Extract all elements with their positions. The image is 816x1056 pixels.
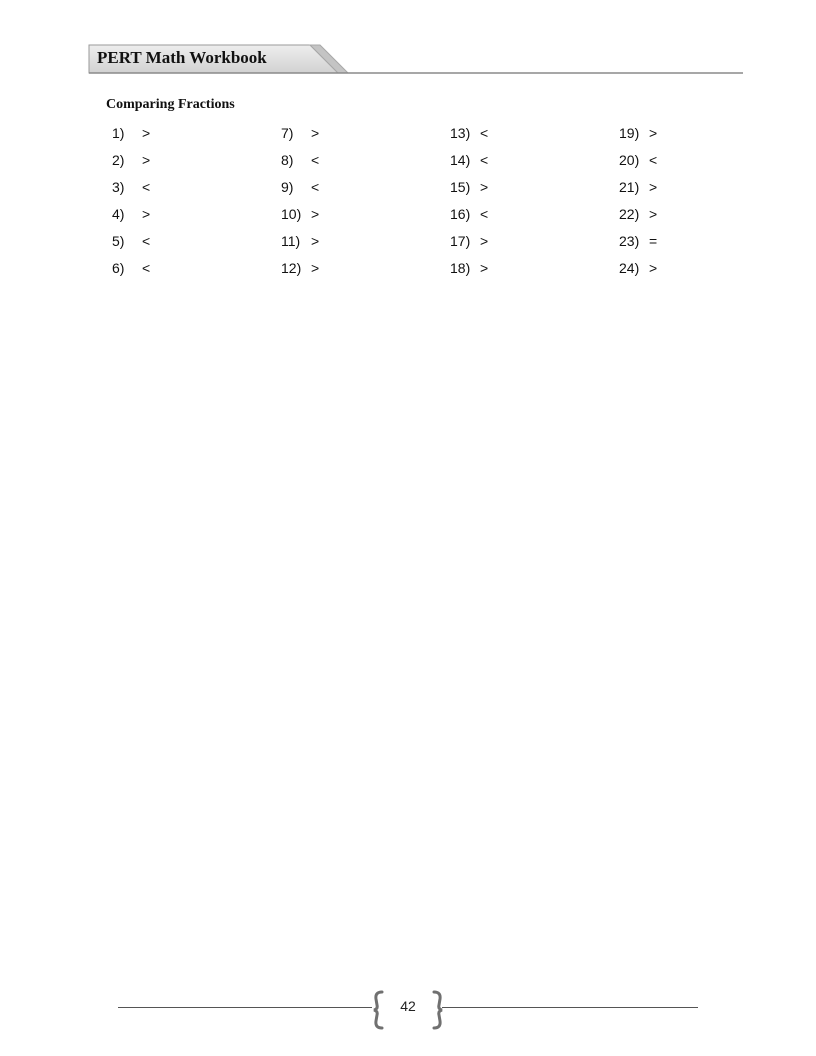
answer-item (619, 231, 669, 251)
answer-symbol: < (480, 125, 489, 141)
answer-number: 15) (450, 179, 471, 195)
answer-number: 2) (112, 152, 125, 168)
answer-number: 5) (112, 233, 125, 249)
answer-item (281, 258, 331, 278)
answer-item (450, 177, 500, 197)
answer-symbol: < (142, 233, 151, 249)
answer-symbol: > (311, 260, 320, 276)
answer-number: 11) (281, 233, 301, 249)
answer-item (281, 177, 331, 197)
answer-item (112, 123, 162, 143)
answer-symbol: > (142, 125, 151, 141)
answer-item (619, 177, 669, 197)
answer-number: 23) (619, 233, 640, 249)
answer-symbol: = (649, 233, 658, 249)
answer-item (281, 231, 331, 251)
page-header (88, 42, 744, 74)
answer-number: 10) (281, 206, 302, 222)
answer-number: 1) (112, 125, 125, 141)
answer-number: 21) (619, 179, 640, 195)
answer-number: 12) (281, 260, 302, 276)
answer-symbol: > (480, 260, 489, 276)
answer-item (112, 204, 162, 224)
answer-item (450, 123, 500, 143)
answer-number: 22) (619, 206, 640, 222)
answer-item (450, 231, 500, 251)
answer-item (281, 204, 331, 224)
answer-number: 7) (281, 125, 294, 141)
answer-item (619, 150, 669, 170)
answer-item (450, 204, 500, 224)
answer-number: 13) (450, 125, 471, 141)
answer-number: 18) (450, 260, 471, 276)
header-title: PERT Math Workbook (97, 48, 267, 67)
answer-item (619, 258, 669, 278)
answer-item (619, 204, 669, 224)
answer-number: 3) (112, 179, 125, 195)
answer-number: 8) (281, 152, 294, 168)
footer-rule-left (118, 1007, 372, 1008)
answer-symbol: < (311, 179, 320, 195)
answer-item (619, 123, 669, 143)
answer-symbol: < (142, 260, 151, 276)
answer-symbol: > (649, 125, 658, 141)
answer-symbol: > (311, 125, 320, 141)
answer-item (281, 123, 331, 143)
answer-symbol: < (480, 206, 489, 222)
answer-number: 17) (450, 233, 471, 249)
answer-number: 4) (112, 206, 125, 222)
answer-item (450, 258, 500, 278)
answer-symbol: > (142, 152, 151, 168)
answer-item (112, 177, 162, 197)
answer-item (112, 150, 162, 170)
answer-symbol: < (311, 152, 320, 168)
answer-item (112, 231, 162, 251)
answer-symbol: > (649, 206, 658, 222)
answer-number: 24) (619, 260, 640, 276)
answer-symbol: > (311, 206, 320, 222)
answer-number: 20) (619, 152, 640, 168)
answer-symbol: > (649, 260, 658, 276)
answer-item (450, 150, 500, 170)
page-number: 42 (400, 998, 416, 1014)
answer-symbol: > (649, 179, 658, 195)
answer-number: 6) (112, 260, 125, 276)
answer-number: 9) (281, 179, 294, 195)
answer-symbol: < (480, 152, 489, 168)
answer-symbol: > (142, 206, 151, 222)
answer-item (112, 258, 162, 278)
answer-item (281, 150, 331, 170)
section-title: Comparing Fractions (106, 97, 235, 112)
footer-rule-right (442, 1007, 698, 1008)
answer-number: 19) (619, 125, 640, 141)
answer-symbol: < (649, 152, 658, 168)
answer-symbol: < (142, 179, 151, 195)
answer-number: 16) (450, 206, 471, 222)
answer-symbol: > (311, 233, 320, 249)
answer-number: 14) (450, 152, 471, 168)
answer-symbol: > (480, 179, 489, 195)
answer-symbol: > (480, 233, 489, 249)
